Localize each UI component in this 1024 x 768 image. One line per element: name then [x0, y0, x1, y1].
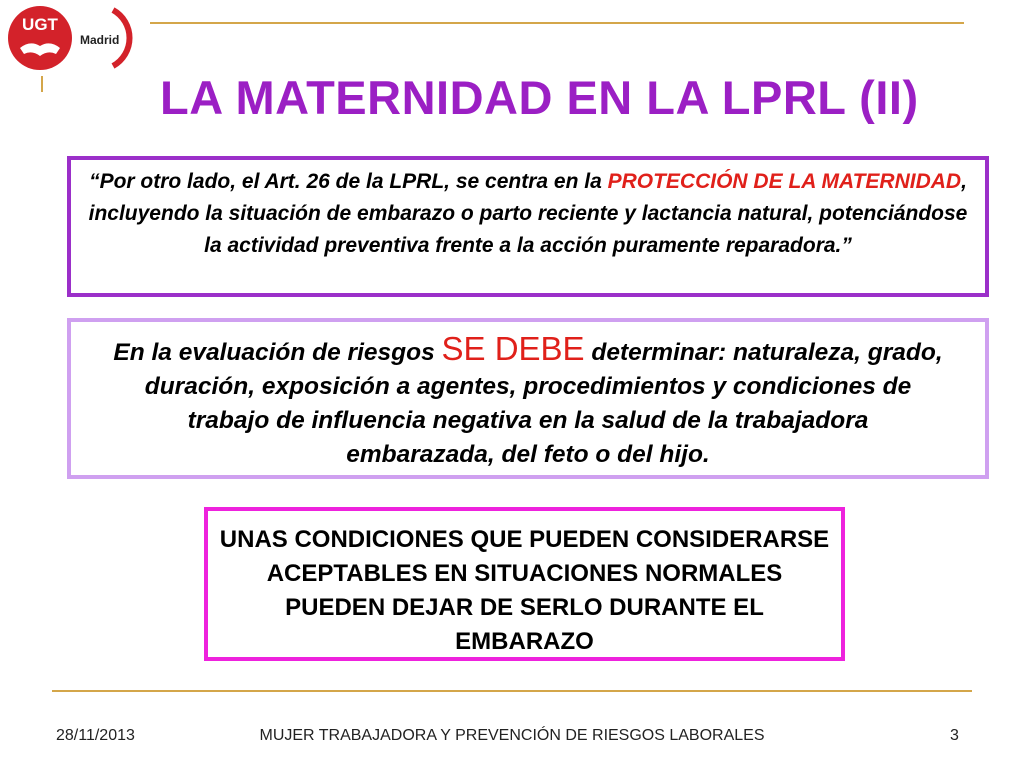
evaluation-emphasis: SE DEBE	[441, 330, 585, 367]
top-divider	[150, 22, 964, 24]
evaluation-box	[67, 318, 989, 479]
page-number: 3	[950, 727, 959, 744]
ugt-logo-graphic	[6, 4, 146, 94]
bottom-divider	[52, 690, 972, 692]
slide-title: LA MATERNIDAD EN LA LPRL (II)	[160, 71, 919, 124]
quote-highlight: PROTECCIÓN DE LA MATERNIDAD	[607, 170, 962, 193]
notice-text: UNAS CONDICIONES QUE PUEDEN CONSIDERARSE ACEPTABLES EN SITUACIONES NORMALES PUEDEN DEJAR DE SERLO DURANTE EL EMBARAZO	[219, 526, 830, 655]
logo-badge-text: UGT	[22, 15, 58, 34]
logo-region-text: Madrid	[80, 33, 120, 47]
footer-title: MUJER TRABAJADORA Y PREVENCIÓN DE RIESGOS LABORALES	[259, 727, 765, 744]
footer-date: 28/11/2013	[56, 727, 135, 744]
evaluation-text-end: determinar: naturaleza, grado, duración, exposición a agentes, procedimientos y condiciones de trabajo de influencia negativa en la salud de la trabajadora embarazada, del feto o del hijo.	[144, 339, 943, 468]
quote-box	[67, 156, 989, 297]
ugt-madrid-logo	[6, 4, 146, 94]
quote-text-end: , incluyendo la situación de embarazo o parto reciente y lactancia natural, potenciándose la actividad preventiva frente a la acción puramente reparadora.”	[88, 170, 968, 257]
left-tick-mark	[41, 76, 43, 92]
evaluation-text-start: En la evaluación de riesgos	[113, 339, 442, 366]
quote-text-start: “Por otro lado, el Art. 26 de la LPRL, se centra en la	[89, 170, 608, 193]
notice-box	[204, 507, 845, 661]
